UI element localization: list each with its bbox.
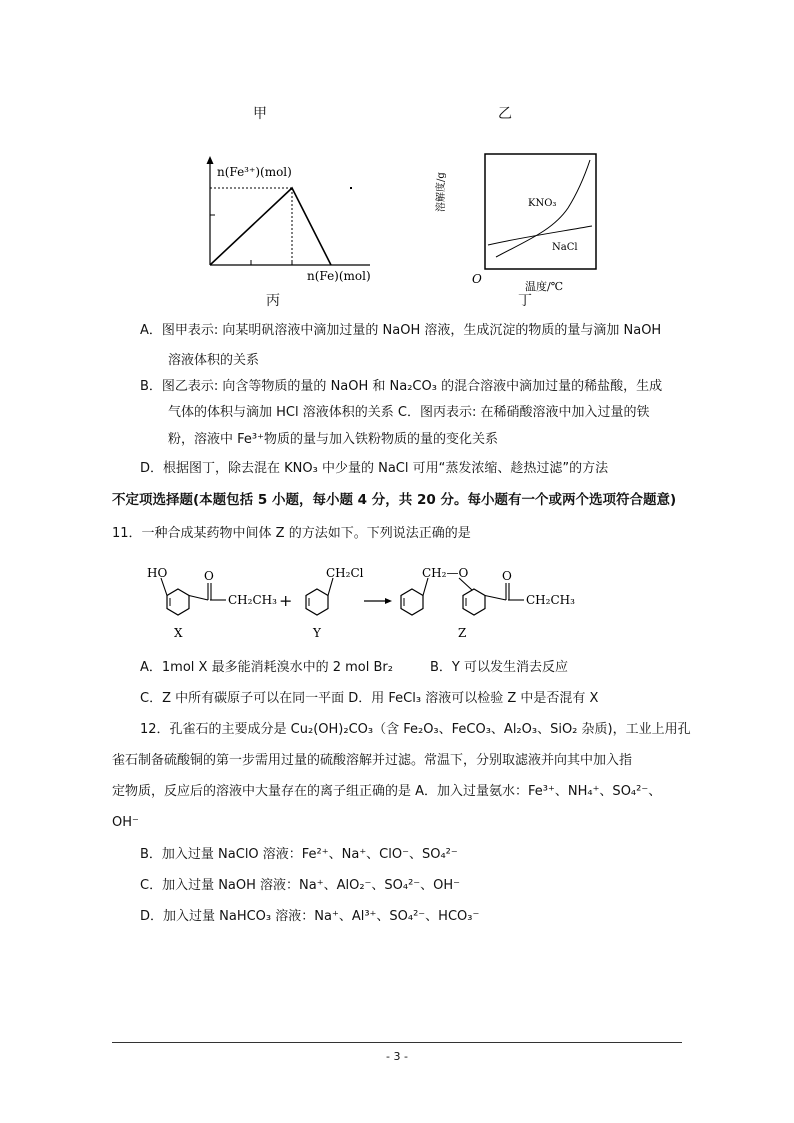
chart-ding-y-label: 溶解度/g [436,172,447,212]
label-y: Y [313,626,321,640]
page-number: - 3 - [386,1050,408,1063]
q10-option-d: D．根据图丁，除去混在 KNO₃ 中少量的 NaCl 可用“蒸发浓缩、趁热过滤”的方法 [140,461,609,476]
x-ho-label: HO [147,566,168,580]
q12-line2: 雀石制备硫酸铜的第一步需用过量的硫酸溶解并过滤。常温下，分别取滤液并向其中加入指 [112,753,633,768]
label-x: X [174,626,183,640]
figure-label-bing: 丙 [266,293,280,309]
q12-line4: OH⁻ [112,815,139,830]
q12-line3: 定物质，反应后的溶液中大量存在的离子组正确的是 A．加入过量氨水：Fe³⁺、NH₄⁺、SO₄²⁻、 [112,784,662,799]
chart-bing-speck [350,187,352,189]
chart-bing-y-arrow [207,156,214,164]
chart-bing-line [210,188,331,265]
label-z: Z [458,626,467,640]
chart-ding-frame [485,154,596,269]
plus-sign: + [279,591,293,610]
q12-option-d: D．加入过量 NaHCO₃ 溶液：Na⁺、Al³⁺、SO₄²⁻、HCO₃⁻ [140,909,480,924]
q12-option-b: B．加入过量 NaClO 溶液：Fe²⁺、Na⁺、ClO⁻、SO₄²⁻ [140,847,458,862]
chart-bing-x-label: n(Fe)(mol) [307,269,371,283]
q11-option-a: A．1mol X 最多能消耗溴水中的 2 mol Br₂ [140,660,393,675]
chart-ding-kno3-label: KNO₃ [528,198,557,209]
z-o-label: O [502,569,512,583]
x-oh-bond [161,578,167,596]
q10-option-b-line3: 粉，溶液中 Fe³⁺物质的量与加入铁粉物质的量的变化关系 [168,432,498,447]
chart-bing-y-label: n(Fe³⁺)(mol) [217,165,292,179]
reaction-arrowhead [385,598,392,604]
q10-option-b-line2: 气体的体积与滴加 HCl 溶液体积的关系 C．图丙表示: 在稀硝酸溶液中加入过量的铁 [168,405,650,420]
q12-line1: 12．孔雀石的主要成分是 Cu₂(OH)₂CO₃（含 Fe₂O₃、FeCO₃、Al₂O₃、SiO₂ 杂质)，工业上用孔 [140,722,691,737]
chart-bing [195,150,385,290]
x-o-label: O [204,569,214,583]
chart-ding-origin: O [472,272,482,286]
figure-label-jia: 甲 [253,106,267,122]
x-carbonyl-bond [189,596,208,601]
chart-ding-nacl-label: NaCl [552,242,578,253]
q10-option-b-line1: B．图乙表示: 向含等物质的量的 NaOH 和 Na₂CO₃ 的混合溶液中滴加过量的稀盐酸，生成 [140,379,663,394]
q10-option-a-line1: A．图甲表示: 向某明矾溶液中滴加过量的 NaOH 溶液，生成沉淀的物质的量与滴加 NaOH [140,323,662,338]
figure-label-yi: 乙 [498,106,512,122]
q11-option-cd: C．Z 中所有碳原子可以在同一平面 D．用 FeCl₃ 溶液可以检验 Z 中是否混有 X [140,691,599,706]
footer-rule [112,1042,682,1043]
z-ch2o-label: CH₂—O [422,566,469,580]
q11-reaction-scheme [140,558,590,648]
figure-label-ding: 丁 [518,293,532,309]
chart-ding [436,150,608,295]
x-ethyl-label: CH₂CH₃ [228,593,277,607]
section-title: 不定项选择题(本题包括 5 小题，每小题 4 分，共 20 分。每小题有一个或两个选项符合题意) [112,492,677,508]
z-ethyl-label: CH₂CH₃ [526,593,575,607]
q11-option-b: B．Y 可以发生消去反应 [430,660,568,675]
y-ch2cl-label: CH₂Cl [326,566,364,580]
z-ch2-bond [423,578,428,596]
y-ch2cl-bond [328,578,333,596]
chart-ding-x-label: 温度/℃ [525,280,564,293]
q10-option-a-line2: 溶液体积的关系 [168,353,260,368]
z-carbonyl-bond [485,596,506,601]
q11-stem: 11．一种合成某药物中间体 Z 的方法如下。下列说法正确的是 [112,526,471,541]
q12-option-c: C．加入过量 NaOH 溶液：Na⁺、AlO₂⁻、SO₄²⁻、OH⁻ [140,878,461,893]
